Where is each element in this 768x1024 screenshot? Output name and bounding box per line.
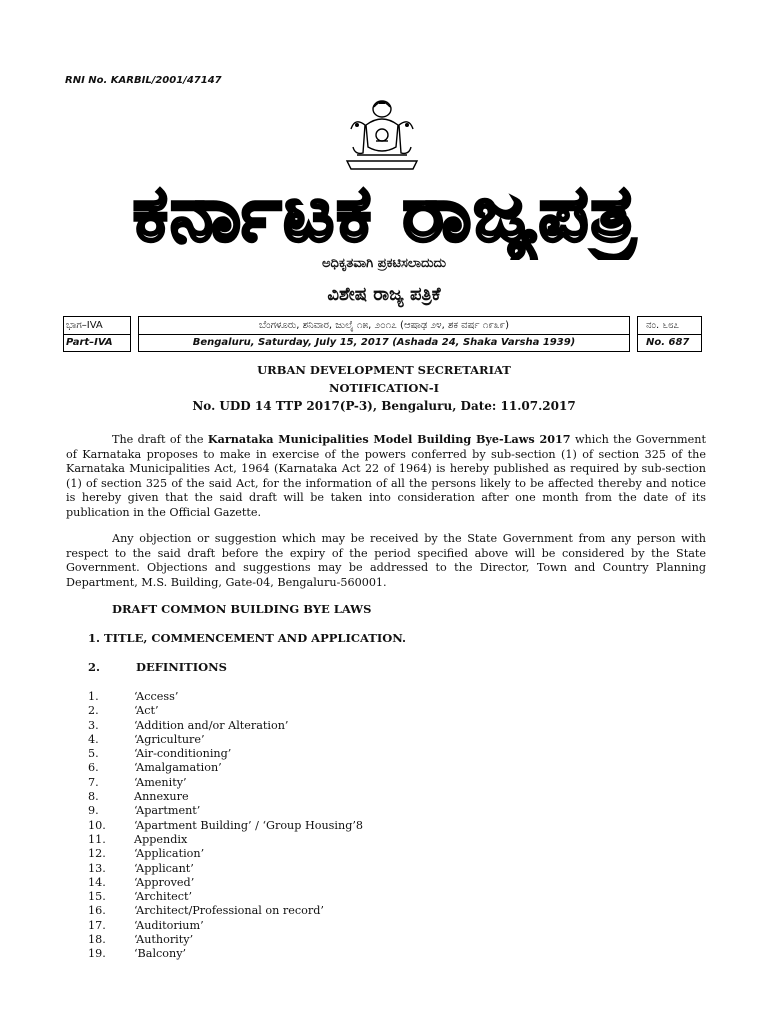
definition-term: ‘Applicant’ (134, 861, 194, 875)
definition-item (88, 719, 363, 733)
definition-number: 7. (88, 775, 99, 789)
definition-number: 3. (88, 718, 99, 732)
department-heading: URBAN DEVELOPMENT SECRETARIAT (257, 363, 511, 377)
definition-item (88, 890, 363, 904)
definition-item (88, 862, 363, 876)
definition-number: 1. (88, 690, 99, 703)
definition-number: 5. (88, 747, 99, 761)
issue-number-box (637, 316, 702, 352)
definition-term: ‘Architect/Professional on record’ (134, 904, 324, 918)
definition-term: ‘Auditorium’ (134, 918, 204, 932)
notification-title: NOTIFICATION-I (328, 381, 440, 395)
part-kannada: ಭಾಗ–IVA (66, 320, 103, 331)
definition-number: 18. (88, 933, 106, 947)
definition-item (88, 904, 363, 918)
definition-number: 8. (88, 790, 99, 804)
definition-term: ‘Architect’ (134, 890, 193, 904)
definition-term: ‘Approved’ (134, 875, 195, 889)
definition-number: 19. (88, 947, 106, 961)
published-by-authority: ಅಧಿಕೃತವಾಗಿ ಪ್ರಕಟಿಸಲಾದುದು (321, 256, 447, 271)
definition-term: ‘Access’ (134, 690, 179, 703)
definition-term: ‘Balcony’ (134, 947, 187, 961)
section-2-number: 2. (88, 660, 101, 674)
paragraph-intro: The draft of the (112, 433, 208, 446)
part-english: Part–IVA (66, 337, 113, 348)
definition-item (88, 761, 363, 775)
definitions-list (88, 690, 363, 962)
definition-item (88, 819, 363, 833)
definition-item (88, 947, 363, 961)
definition-item (88, 690, 363, 704)
definition-number: 10. (88, 818, 106, 832)
definition-term: ‘Air-conditioning’ (134, 747, 232, 761)
definition-number: 9. (88, 804, 99, 818)
special-gazette-title: ವಿಶೇಷ ರಾಜ್ಯ ಪತ್ರಿಕೆ (327, 284, 441, 305)
rni-number: RNI No. KARBIL/2001/47147 (65, 75, 222, 86)
definition-term: Annexure (134, 790, 189, 804)
state-emblem-icon (341, 95, 423, 175)
section-2-heading: DEFINITIONS (136, 660, 227, 674)
definition-number: 16. (88, 904, 106, 918)
issue-number-english: No. 687 (646, 337, 690, 348)
definition-item (88, 933, 363, 947)
definition-term: ‘Apartment Building’ / ‘Group Housing’8 (134, 818, 364, 832)
definition-item (88, 733, 363, 747)
definition-number: 2. (88, 704, 99, 718)
definition-term: ‘Addition and/or Alteration’ (134, 718, 289, 732)
definition-item (88, 776, 363, 790)
definition-number: 13. (88, 861, 106, 875)
definition-term: ‘Authority’ (134, 933, 194, 947)
definition-number: 17. (88, 918, 106, 932)
definition-item (88, 704, 363, 718)
objections-text: Any objection or suggestion which may be received by the State Government from any person with respect to the said draft before the expiry of the period specified above will be considered by the State Government. Objections and suggestions may be addressed to the Director, Town and Country Planning Department, M.S. Building, Gate-04, Bengaluru-560001. (66, 532, 706, 589)
issue-number-kannada: ನಂ. ೬೮೭ (646, 320, 680, 331)
definition-item (88, 876, 363, 890)
definition-term: ‘Apartment’ (134, 804, 201, 818)
definition-term: ‘Amalgamation’ (134, 761, 222, 775)
draft-bye-laws-heading: DRAFT COMMON BUILDING BYE LAWS (112, 602, 372, 616)
definition-number: 15. (88, 890, 106, 904)
notification-reference: No. UDD 14 TTP 2017(P-3), Bengaluru, Date: 11.07.2017 (192, 399, 576, 413)
definition-item (88, 790, 363, 804)
date-kannada: ಬೆಂಗಳೂರು, ಶನಿವಾರ, ಜುಲೈ ೧೫, ೨೦೧೭ (ಆಷಾಢ ೨೪, ಶಕ ವರ್ಷ ೧೯೩೯) (258, 320, 510, 331)
definition-item (88, 833, 363, 847)
paragraph-body: which the Government of Karnataka proposes to make in exercise of the powers conferred by sub-section (1) of section 325 of the Karnataka Municipalities Act, 1964 (Karnataka Act 22 of 1964) is hereby published as required by sub-section (1) of section 325 of the said Act, for the information of all the persons likely to be affected thereby and notice is hereby given that the said draft will be taken into consideration after one month from the date of its publication in the Official Gazette. (66, 433, 706, 519)
definition-term: Appendix (134, 832, 188, 846)
definition-number: 4. (88, 732, 99, 746)
section-1-heading: 1. TITLE, COMMENCEMENT AND APPLICATION. (88, 631, 407, 645)
paragraph-objections (66, 532, 706, 590)
definition-term: ‘Application’ (134, 847, 205, 861)
paragraph-draft-notice (66, 432, 706, 521)
definition-item (88, 804, 363, 818)
date-english: Bengaluru, Saturday, July 15, 2017 (Ashada 24, Shaka Varsha 1939) (192, 337, 576, 348)
definition-item (88, 847, 363, 861)
definition-term: ‘Agriculture’ (134, 732, 205, 746)
definition-term: ‘Act’ (134, 704, 159, 718)
definition-number: 11. (88, 832, 106, 846)
definition-number: 14. (88, 875, 106, 889)
definition-item (88, 747, 363, 761)
definition-item (88, 919, 363, 933)
bye-laws-title: Karnataka Municipalities Model Building Bye-Laws 2017 (207, 432, 571, 446)
date-box (138, 316, 630, 352)
part-box (63, 316, 131, 352)
definition-term: ‘Amenity’ (134, 775, 187, 789)
definition-number: 6. (88, 761, 99, 775)
definition-number: 12. (88, 847, 106, 861)
gazette-masthead: ಕರ್ನಾಟಕ ರಾಜ್ಯಪತ್ರ (132, 169, 638, 259)
